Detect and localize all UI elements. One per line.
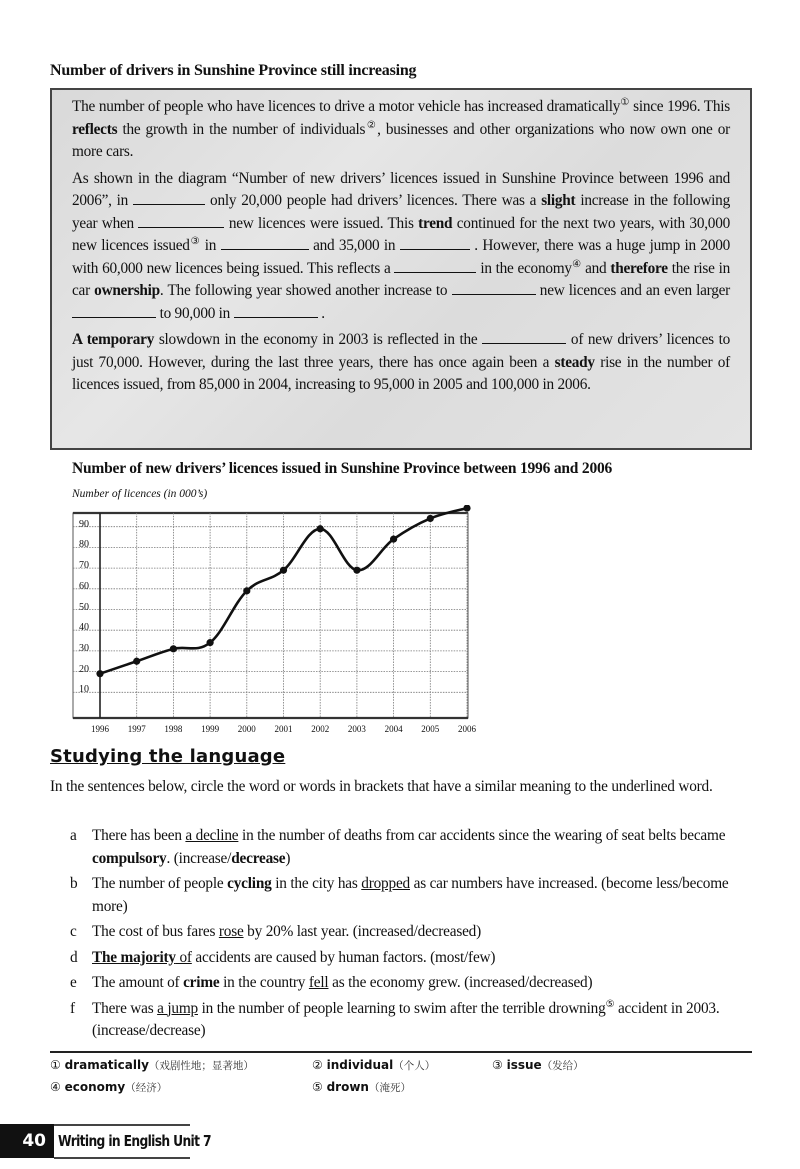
underlined-word: of (175, 948, 192, 966)
x-tick-label: 2005 (421, 724, 440, 734)
data-point (317, 525, 324, 532)
footnote-2 (312, 1058, 435, 1073)
running-footer-title: Writing in English Unit 7 (58, 1132, 211, 1150)
footnote-word: economy (64, 1080, 126, 1094)
footnote-number: ③ (492, 1058, 503, 1072)
exercise-item-a (70, 825, 755, 870)
passage-box (50, 88, 752, 450)
footnote-5 (312, 1080, 411, 1095)
blank-4[interactable] (400, 237, 470, 250)
text: ) (285, 849, 291, 867)
text: , businesses and other organizations who now own one or more cars. (72, 120, 730, 160)
passage-paragraph-2 (72, 168, 730, 326)
page-heading: Number of drivers in Sunshine Province still increasing (50, 62, 417, 79)
exercise-item-c (70, 921, 755, 944)
text: . The following year showed another increase to (159, 282, 452, 299)
text: and (581, 259, 611, 277)
y-tick-label: 70 (79, 560, 89, 572)
blank-7[interactable] (72, 305, 156, 318)
footnote-1 (50, 1058, 254, 1073)
blank-9[interactable] (482, 331, 566, 344)
exercise-item-d (70, 947, 755, 970)
text: only 20,000 people had drivers’ licences. There was a (205, 192, 542, 209)
footnote-marker-4: ④ (571, 258, 582, 270)
footnote-number: ① (50, 1058, 61, 1072)
bold-word: reflects (72, 120, 118, 138)
exercise-item-e (70, 972, 755, 995)
text: The amount of (92, 974, 184, 991)
footnote-translation: （发给） (541, 1060, 584, 1072)
underlined-word: fell (308, 974, 329, 991)
x-tick-label: 2000 (237, 724, 256, 734)
text: in the city has (271, 875, 362, 892)
footnote-word: drown (326, 1080, 369, 1094)
text: increase in the following year when (72, 192, 730, 232)
y-tick-label: 90 (79, 518, 89, 530)
y-tick-label: 40 (79, 622, 89, 634)
y-tick-label: 30 (79, 642, 89, 654)
data-point (133, 658, 140, 665)
x-tick-label: 2002 (311, 724, 330, 734)
x-tick-label: 2003 (347, 724, 366, 734)
blank-6[interactable] (452, 282, 536, 295)
text: as car numbers have increased. (become less/become more) (92, 875, 729, 915)
footnote-word: individual (326, 1058, 394, 1072)
x-tick-label: 1998 (164, 724, 183, 734)
page-footer (0, 1124, 211, 1158)
footnote-3 (492, 1058, 584, 1073)
footnote-number: ② (312, 1058, 323, 1072)
page-number: 40 (0, 1124, 54, 1158)
footnote-number: ④ (50, 1080, 61, 1094)
text: since 1996. This (629, 98, 730, 115)
exercise-item-f (70, 998, 755, 1043)
footnote-marker-5: ⑤ (605, 998, 615, 1010)
text: The cost of bus fares (92, 923, 219, 940)
exercise-item-b (70, 873, 755, 918)
text: in the economy (476, 259, 572, 277)
text: in the number of people learning to swim after the terrible drowning (197, 999, 606, 1017)
data-point (463, 505, 470, 512)
text: continued for the next two years, with 30,000 new licences issued (72, 214, 730, 254)
text: The number of people (92, 875, 228, 892)
footnote-4 (50, 1080, 167, 1095)
blank-8[interactable] (234, 305, 318, 318)
text: The number of people who have licences to drive a motor vehicle has increased dramatically (72, 98, 621, 115)
text: in the country (219, 974, 309, 991)
text: the growth in the number of individuals (117, 120, 366, 138)
text: new licences and an even larger (535, 282, 731, 299)
line-chart (60, 505, 500, 741)
footnote-translation: （淹死） (368, 1082, 411, 1094)
data-point (390, 536, 397, 543)
text: There has been (92, 827, 186, 844)
y-tick-label: 50 (79, 601, 89, 613)
text: of new drivers’ licences to just 70,000. However, during the last three years, there has once again been a (72, 331, 730, 371)
underlined-word: The majority (92, 948, 176, 966)
underlined-word: a jump (157, 999, 198, 1017)
footnote-number: ⑤ (312, 1080, 323, 1094)
x-tick-label: 1999 (201, 724, 220, 734)
blank-3[interactable] (221, 237, 309, 250)
data-point (207, 639, 214, 646)
footnote-marker-1: ① (620, 96, 630, 108)
footnote-word: issue (506, 1058, 542, 1072)
x-tick-label: 1996 (91, 724, 109, 734)
text: new licences were issued. This (224, 214, 419, 232)
bold-word: compulsory (92, 849, 167, 867)
footnote-word: dramatically (64, 1058, 149, 1072)
bold-word: trend (418, 214, 453, 232)
text: As shown in the diagram “Number of new drivers’ licences issued in Sunshine Province between 1996 and 2006”, in (72, 169, 730, 209)
bold-word: therefore (610, 259, 668, 277)
section-heading: Studying the language (50, 746, 286, 767)
footnote-marker-3: ③ (189, 235, 201, 247)
text: . (317, 304, 325, 322)
bold-word: A temporary (72, 331, 155, 348)
text: to 90,000 in (156, 304, 234, 322)
data-point (96, 670, 103, 677)
underlined-word: rose (218, 923, 244, 940)
footnote-divider (50, 1051, 752, 1053)
text: . (increase/ (166, 849, 232, 867)
footnote-marker-2: ② (365, 119, 378, 131)
item-letter: c (70, 923, 77, 940)
chart-y-axis-label: Number of licences (in 000’s) (72, 488, 208, 500)
item-letter: d (70, 948, 78, 966)
text: . However, there was a huge jump in 2000 with 60,000 new licences being issued. This reflects a (72, 237, 731, 277)
item-letter: f (70, 999, 75, 1017)
blank-5[interactable] (394, 260, 476, 273)
data-point (170, 645, 177, 652)
text: in (200, 237, 221, 254)
y-tick-label: 20 (79, 663, 89, 675)
footnote-translation: （经济） (125, 1082, 168, 1094)
footnote-translation: （戏剧性地；显著地） (148, 1060, 254, 1072)
underlined-word: dropped (361, 875, 410, 892)
data-point (243, 587, 250, 594)
bold-word: cycling (227, 875, 272, 892)
item-letter: a (70, 827, 77, 844)
chart-title: Number of new drivers’ licences issued in Sunshine Province between 1996 and 2006 (72, 460, 613, 477)
data-point (280, 567, 287, 574)
x-tick-label: 2004 (384, 724, 403, 734)
footer-rule-bottom (54, 1157, 190, 1159)
x-tick-label: 2006 (458, 724, 476, 734)
text: by 20% last year. (increased/decreased) (243, 923, 482, 940)
bold-word: steady (554, 353, 595, 371)
passage-paragraph-1 (72, 96, 730, 164)
blank-2[interactable] (138, 215, 224, 228)
footnote-translation: （个人） (393, 1060, 436, 1072)
bold-word: ownership (94, 282, 160, 299)
x-tick-label: 1997 (127, 724, 146, 734)
text: accident in 2003. (increase/decrease) (92, 999, 720, 1039)
bold-word: slight (541, 192, 576, 209)
item-letter: b (70, 875, 78, 892)
text: as the economy grew. (increased/decreased) (328, 974, 593, 991)
data-point (353, 567, 360, 574)
exercise-list (70, 825, 755, 1046)
bold-word: decrease (231, 849, 286, 867)
y-tick-label: 80 (79, 539, 89, 551)
data-point (427, 515, 434, 522)
text: and 35,000 in (308, 237, 400, 254)
x-tick-label: 2001 (274, 724, 293, 734)
underlined-word: a decline (185, 827, 239, 844)
y-tick-label: 60 (79, 580, 89, 592)
exercise-instructions: In the sentences below, circle the word or words in brackets that have a similar meaning to the underlined word. (50, 778, 713, 795)
item-letter: e (70, 974, 77, 991)
text: slowdown in the economy in 2003 is reflected in the (154, 331, 483, 348)
blank-1[interactable] (133, 192, 205, 205)
text: the rise in car (72, 259, 730, 299)
text: rise in the number of licences issued, from 85,000 in 2004, increasing to 95,000 in 2005 and 100,000 in 2006. (72, 353, 730, 393)
text: There was (92, 999, 158, 1017)
text: in the number of deaths from car accidents since the wearing of seat belts became (238, 827, 726, 844)
chart-plot (60, 505, 500, 741)
bold-word: crime (183, 974, 220, 991)
text: accidents are caused by human factors. (most/few) (191, 948, 496, 966)
y-tick-label: 10 (79, 684, 89, 696)
passage-paragraph-3 (72, 329, 730, 397)
